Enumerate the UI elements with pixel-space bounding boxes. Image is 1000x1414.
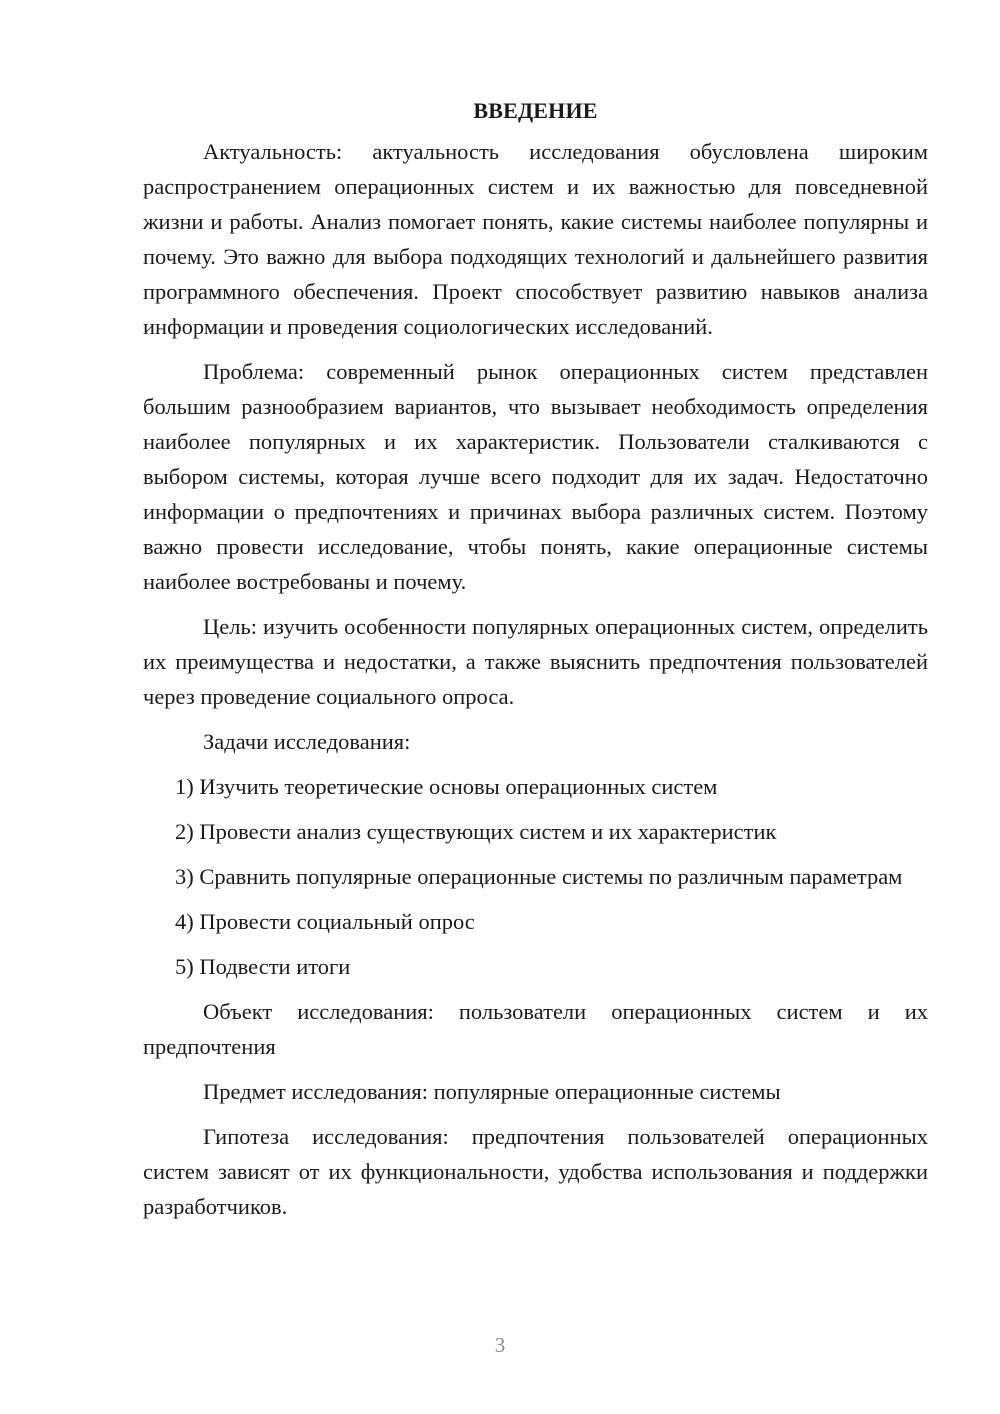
task-item-3: 3) Сравнить популярные операционные системы по различным параметрам: [175, 864, 903, 889]
task-item-1: 1) Изучить теоретические основы операционных систем: [175, 774, 718, 799]
subject-paragraph: Предмет исследования: популярные операционные системы: [203, 1079, 781, 1104]
task-item-2: 2) Провести анализ существующих систем и их характеристик: [175, 819, 777, 844]
document-page: [143, 96, 928, 1234]
task-item-5: 5) Подвести итоги: [175, 954, 351, 979]
relevance-paragraph: Актуальность: актуальность исследования обусловлена широким распространением операционных систем и их важностью для повседневной жизни и работы. Анализ помогает понять, какие системы наиболее популярны и почему. Это важно для выбора подходящих технологий и дальнейшего развития программного обеспечения. Проект способствует развитию навыков анализа информации и проведения социологических исследований.: [143, 139, 928, 339]
hypothesis-paragraph: Гипотеза исследования: предпочтения пользователей операционных систем зависят от их функциональности, удобства использования и поддержки разработчиков.: [143, 1124, 928, 1219]
tasks-heading: Задачи исследования:: [203, 729, 411, 754]
goal-paragraph: Цель: изучить особенности популярных операционных систем, определить их преимущества и недостатки, а также выяснить предпочтения пользователей через проведение социального опроса.: [143, 614, 928, 709]
section-title: ВВЕДЕНИЕ: [473, 98, 598, 123]
object-paragraph: Объект исследования: пользователи операционных систем и их предпочтения: [143, 999, 928, 1059]
problem-paragraph: Проблема: современный рынок операционных систем представлен большим разнообразием вариантов, что вызывает необходимость определения наиболее популярных и их характеристик. Пользователи сталкиваются с выбором системы, которая лучше всего подходит для их задач. Недостаточно информации о предпочтениях и причинах выбора различных систем. Поэтому важно провести исследование, чтобы понять, какие операционные системы наиболее востребованы и почему.: [143, 359, 928, 594]
task-item-4: 4) Провести социальный опрос: [175, 909, 475, 934]
page-number: 3: [494, 1333, 506, 1357]
